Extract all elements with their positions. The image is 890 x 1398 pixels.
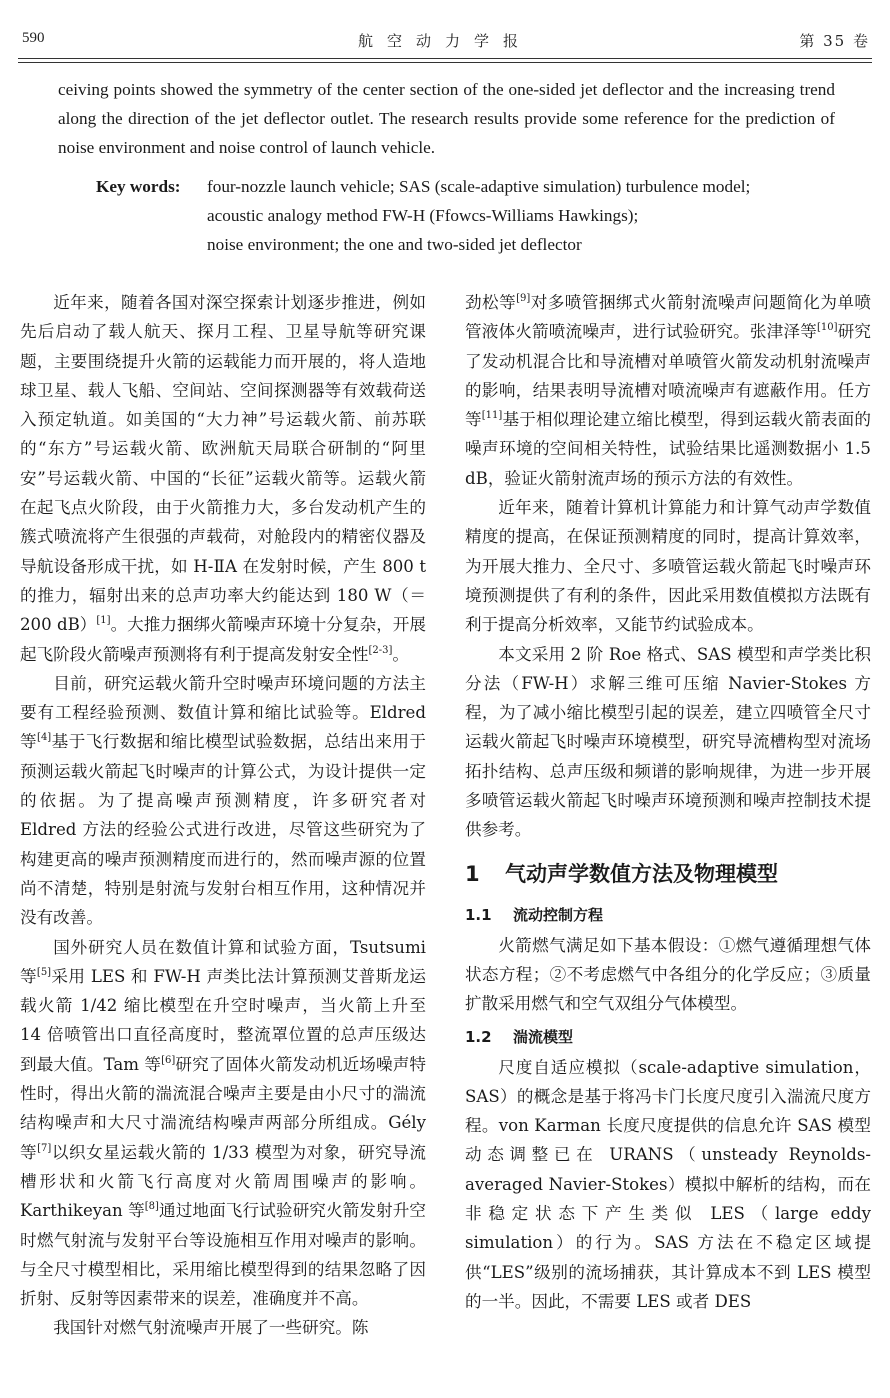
text-run: 劲松等 [465,293,517,312]
page-number: 590 [22,30,45,46]
paragraph [20,933,426,1314]
text-run: 以织女星运载火箭的 1/33 模型为对象，研究导流槽形状和火箭飞行高度对火箭周围噪声的影响。Karthikeyan 等 [20,1142,427,1221]
volume-label: 第 35 卷 [799,32,870,50]
citation: [4] [37,732,52,744]
subsection-heading [465,901,871,929]
keywords-label: Key words: [96,177,181,196]
text-run: 采用 LES 和 FW-H 声类比法计算预测艾普斯龙运载火箭 1/42 缩比模型在升空时噪声，当火箭上升至 14 倍喷管出口直径高度时，整流罩位置的总声压级达到最大值。Tam 等 [20,966,426,1074]
keywords-line: four-nozzle launch vehicle; SAS (scale-adaptive simulation) turbulence model; [207,177,751,196]
paragraph [465,288,871,493]
header-rule-top [18,58,872,59]
text-run: 国外研究人员在数值计算和试验方面，Tsutsumi 等 [20,937,426,986]
citation: [9] [516,293,531,304]
text-run: 基于相似理论建立缩比模型，得到运载火箭表面的噪声环境的空间相关特性，试验结果比遥测数据小 1.5 dB，验证火箭射流声场的预示方法的有效性。 [465,410,872,488]
text-run: 研究了固体火箭发动机近场噪声特性时，得出火箭的湍流混合噪声主要是由小尺寸的湍流结构噪声和大尺寸湍流结构噪声两部分所组成。Gély 等 [20,1054,427,1162]
text-run: 基于飞行数据和缩比模型试验数据，总结出来用于预测运载火箭起飞时噪声的计算公式，为设计提供一定的依据。为了提高噪声预测精度，许多研究者对 Eldred 方法的经验公式进行改进，尽管这些研究为了构建更高的噪声预测精度而进行的，然而噪声源的位置尚不清楚，特别是射流与发射台相互作用，这种情况并没有改善。 [20,732,427,928]
text-run: 目前，研究运载火箭升空时噪声环境问题的方法主要有工程经验预测、数值计算和缩比试验等。Eldred 等 [20,673,426,752]
header-rule-bottom [18,62,872,63]
left-column [20,288,426,1343]
text-run: 。大推力捆绑火箭噪声环境十分复杂，开展起飞阶段火箭噪声预测将有利于提高发射安全性 [20,615,427,664]
journal-name: 航空动力学报 [357,32,532,50]
text-run: 研究了发动机混合比和导流槽对单喷管火箭发动机射流噪声的影响，结果表明导流槽对喷流噪声有遮蔽作用。任方等 [465,322,872,430]
paragraph [20,669,426,933]
paragraph: 尺度自适应模拟（scale-adaptive simulation，SAS）的概念是基于将冯卡门长度尺度引入湍流尺度方程。von Karman 长度尺度提供的信息允许 SAS 模型动态调整已在 URANS（unsteady Reynolds-averaged Navier-Stokes）模拟中解析的结构，而在非稳定状态下产生类似 LES（large eddy simulation）的行为。SAS 方法在不稳定区域提供“LES”级别的流场捕获，其计算成本不到 LES 模型的一半。因此，不需要 LES 或者 DES [465,1057,871,1311]
citation: [5] [36,966,52,978]
text-run: 近年来，随着各国对深空探索计划逐步推进，例如先后启动了载人航天、探月工程、卫星导航等研究课题，主要围绕提升火箭的运载能力而开展的，将人造地球卫星、载人飞船、空间站、空间探测器等有效载荷送入预定轨道。如美国的“大力神”号运载火箭、前苏联的“东方”号运载火箭、欧洲航天局联合研制的“阿里安”号运载火箭、中国的“长征”运载火箭等。运载火箭在起飞点火阶段，由于火箭推力大，多台发动机产生的簇式喷流将产生很强的声载荷，对舱段内的精密仪器及导航设备形成干扰，如 H-ⅡA 在发射时候，产生 800 t 的推力，辐射出来的总声功率大约能达到 180 W（＝200 dB） [20,293,426,635]
section-heading [465,859,871,889]
citation: [1] [96,615,111,627]
paragraph: 火箭燃气满足如下基本假设：①燃气遵循理想气体状态方程；②不考虑燃气中各组分的化学反应；③质量扩散采用燃气和空气双组分气体模型。 [465,935,871,1014]
citation: [6] [161,1054,176,1066]
subsection-number: 1.2 [465,1027,492,1046]
text-run: 对多喷管捆绑式火箭射流噪声问题简化为单喷管液体火箭喷流噪声，进行试验研究。张津泽等 [465,293,872,342]
citation: [11] [481,410,503,422]
paragraph: 近年来，随着计算机计算能力和计算气动声学数值精度的提高，在保证预测精度的同时，提高计算效率，为开展大推力、全尺寸、多喷管运载火箭起飞时噪声环境预测提供了有利的条件，因此采用数值模拟方法既有利于提高分析效率，又能节约试验成本。 [465,498,871,635]
citation: [2-3] [368,644,393,656]
keywords-line: noise environment; the one and two-sided jet deflector [207,235,582,254]
citation: [10] [816,322,838,334]
subsection-title: 流动控制方程 [513,905,604,924]
running-header [18,26,872,58]
paragraph [20,1313,426,1342]
section-number: 1 [465,861,480,886]
abstract-continuation: ceiving points showed the symmetry of the center section of the one-sided jet deflector and the increasing trend along the direction of the jet deflector outlet. The research results provide some reference for the prediction of noise environment and noise control of launch vehicle. [58,80,835,157]
keywords-line: acoustic analogy method FW-H (Ffowcs-Williams Hawkings); [207,206,639,225]
citation: [7] [37,1142,52,1154]
keywords-values [207,172,850,259]
subsection-heading [465,1023,871,1051]
text-run: 我国针对燃气射流噪声开展了一些研究。陈 [53,1318,369,1338]
paragraph: 本文采用 2 阶 Roe 格式、SAS 模型和声学类比积分法（FW-H）求解三维可压缩 Navier-Stokes 方程，为了减小缩比模型引起的误差，建立四喷管全尺寸运载火箭起飞时噪声环境模型，研究导流槽构型对流场拓扑结构、总声压级和频谱的影响规律，为进一步开展多喷管运载火箭起飞时噪声环境预测和噪声控制技术提供参考。 [465,644,871,840]
subsection-title: 湍流模型 [513,1027,574,1046]
right-column [465,288,871,1316]
paragraph [20,288,426,669]
text-run: 。 [392,644,409,664]
section-title: 气动声学数值方法及物理模型 [505,861,778,886]
text-run: 通过地面飞行试验研究火箭发射升空时燃气射流与发射平台等设施相互作用对噪声的影响。与全尺寸模型相比，采用缩比模型得到的结果忽略了因折射、反射等因素带来的误差，准确度并不高。 [20,1201,426,1309]
citation: [8] [144,1201,159,1213]
subsection-number: 1.1 [465,905,492,924]
